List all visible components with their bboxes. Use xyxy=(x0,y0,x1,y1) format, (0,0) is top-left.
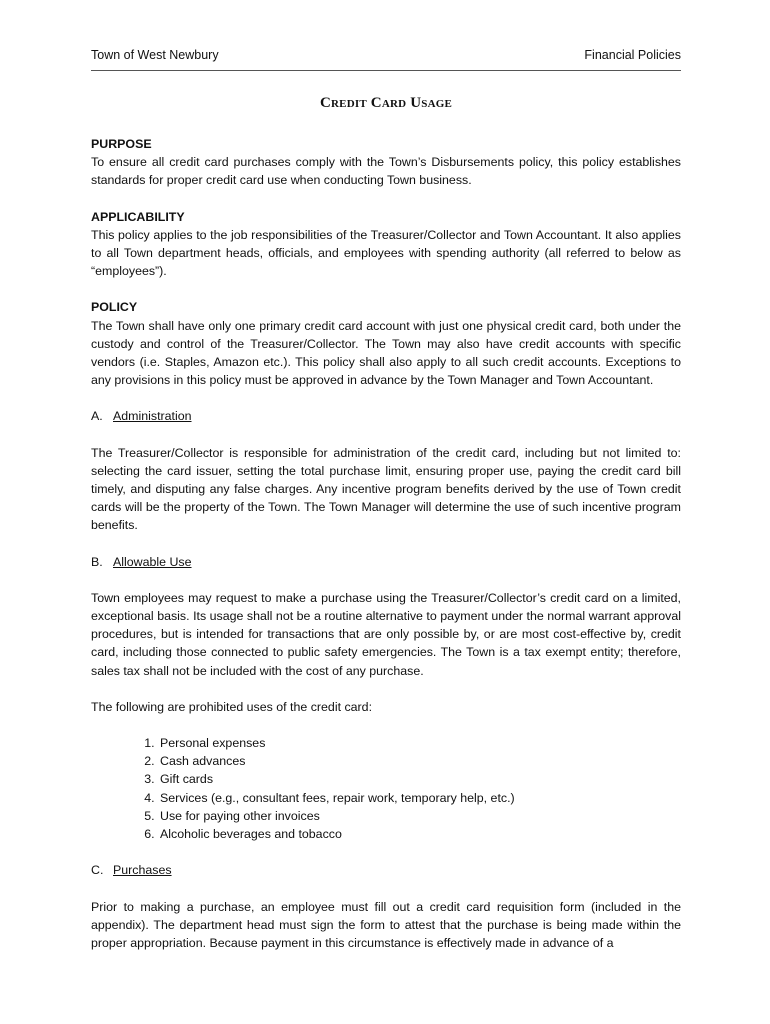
policy-heading: POLICY xyxy=(91,300,138,315)
section-a-text: The Treasurer/Collector is responsible for administration of the credit card, including but not limited to: selecting the card issuer, setting the total purchase limit, ensuring proper use, paying the credit card bill timely, and disputing any false charges. Any incentive program benefits derived by the use of Town credit cards will be the property of the Town. The Town Manager will determine the use of such incentive program benefits. xyxy=(91,445,681,533)
applicability-heading: APPLICABILITY xyxy=(91,209,185,224)
section-b-name: Allowable Use xyxy=(113,554,192,569)
section-a-name: Administration xyxy=(113,409,192,424)
list-item: 1. Personal expenses xyxy=(158,734,681,752)
section-c-text: Prior to making a purchase, an employee must fill out a credit card requisition form (included in the appendix). The department head must sign the form to attest that the purchase is being made within the proper appropriation. Because payment in this circumstance is effectively made in advance of a xyxy=(91,899,681,950)
section-b-letter: B. xyxy=(91,554,103,569)
section-c-heading xyxy=(91,861,681,879)
page-header xyxy=(91,48,681,71)
section-c-letter: C. xyxy=(91,863,104,878)
section-b-text: Town employees may request to make a purchase using the Treasurer/Collector’s credit card on a limited, exceptional basis. Its usage shall not be a routine alternative to payment under the normal warrant approval procedures, but is intended for transactions that are only possible by, or are most cost-effective by, credit card, including those connected to public safety emergencies. The Town is a tax exempt entity; therefore, sales tax shall not be included with the cost of any purchase. xyxy=(91,590,681,678)
list-item: 6. Alcoholic beverages and tobacco xyxy=(158,825,681,843)
list-item: 5. Use for paying other invoices xyxy=(158,807,681,825)
section-a-heading xyxy=(91,407,681,425)
purpose-text: To ensure all credit card purchases comply with the Town’s Disbursements policy, this policy establishes standards for proper credit card use when conducting Town business. xyxy=(91,155,681,188)
policy-text: The Town shall have only one primary credit card account with just one physical credit card, both under the custody and control of the Treasurer/Collector. The Town may also have credit accounts with specific vendors (i.e. Staples, Amazon etc.). This policy shall also apply to all such credit accounts. Exceptions to any provisions in this policy must be approved in advance by the Town Manager and Town Accountant. xyxy=(91,318,681,388)
purpose-heading: PURPOSE xyxy=(91,137,152,151)
applicability-text: This policy applies to the job responsibilities of the Treasurer/Collector and Town Accountant. It also applies to all Town department heads, officials, and employees with spending authority (all referred to below as “employees”). xyxy=(91,227,681,279)
document-body xyxy=(91,135,681,952)
header-section: Financial Policies xyxy=(584,48,681,62)
prohibited-list-intro: The following are prohibited uses of the credit card: xyxy=(91,699,373,714)
section-c-name: Purchases xyxy=(113,863,172,878)
prohibited-uses-list xyxy=(91,734,681,843)
header-organization: Town of West Newbury xyxy=(91,48,219,62)
list-item: 4. Services (e.g., consultant fees, repair work, temporary help, etc.) xyxy=(158,789,681,807)
section-a-letter: A. xyxy=(91,409,103,424)
list-item: 2. Cash advances xyxy=(158,752,681,770)
document-title: Credit Card Usage xyxy=(319,95,453,111)
list-item: 3. Gift cards xyxy=(158,770,681,788)
section-b-heading xyxy=(91,553,681,571)
